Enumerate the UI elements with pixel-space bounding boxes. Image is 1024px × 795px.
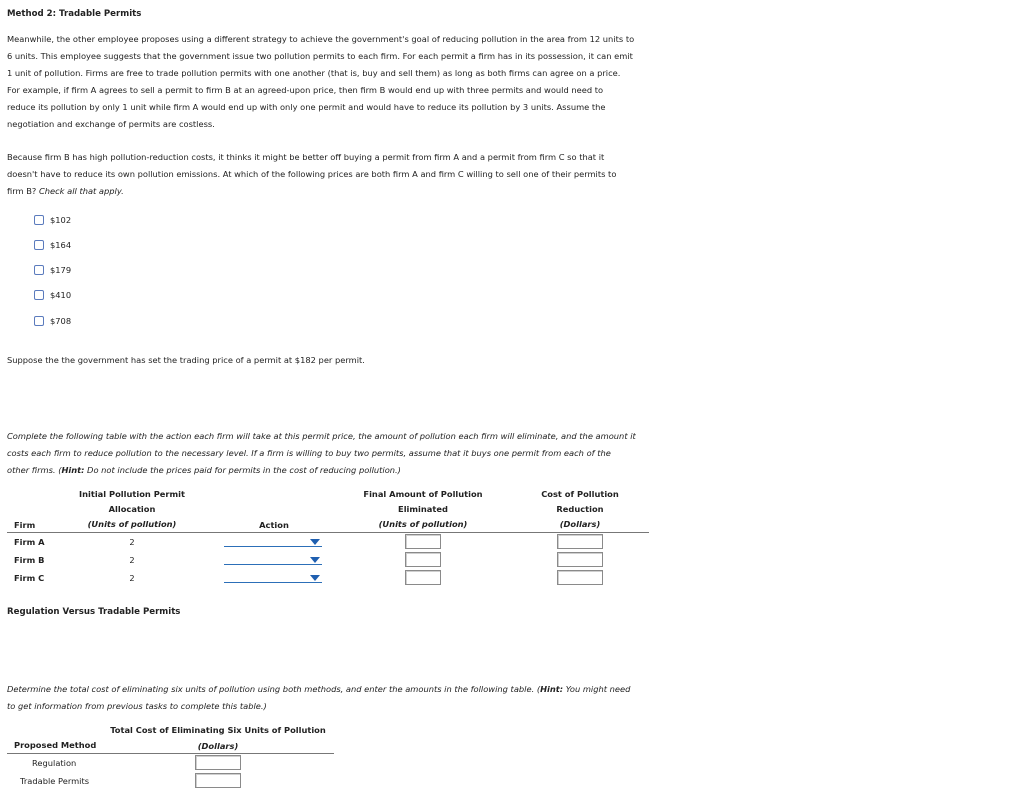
header-total-cost: [104, 723, 332, 753]
question-paragraph: [7, 149, 652, 200]
header-units: (Dollars): [559, 519, 601, 529]
action-dropdown-firm-a[interactable]: [224, 537, 322, 547]
header-text: Final Amount of Pollution: [363, 489, 483, 499]
total-cost-input-tradable-permits[interactable]: [195, 773, 241, 788]
cost-input-firm-a[interactable]: [557, 534, 603, 549]
chevron-down-icon: [310, 557, 320, 563]
trading-price-text: Suppose the the government has set the trading price of a permit at $182 per permit.: [7, 355, 365, 365]
intro-line: For example, if firm A agrees to sell a permit to firm B at an agreed-upon price, then firm B would end up with three permits and would need to: [7, 85, 604, 95]
hint-label: Hint:: [61, 465, 85, 475]
header-action: Action: [259, 520, 289, 530]
instruction-line: to get information from previous tasks to complete this table.): [7, 701, 267, 711]
action-dropdown-firm-b[interactable]: [224, 555, 322, 565]
instruction-line: Complete the following table with the action each firm will take at this permit price, the amount of pollution each firm will eliminate, and the amount it: [7, 431, 636, 441]
intro-paragraph: [7, 31, 652, 133]
header-text: Reduction: [556, 503, 604, 514]
pollution-eliminated-input-firm-a[interactable]: [405, 534, 441, 549]
hint-label: Hint:: [540, 684, 564, 694]
cost-input-firm-c[interactable]: [557, 570, 603, 585]
pollution-eliminated-input-firm-b[interactable]: [405, 552, 441, 567]
checkbox[interactable]: [34, 215, 44, 225]
header-text: Eliminated: [398, 503, 448, 514]
intro-line: Meanwhile, the other employee proposes using a different strategy to achieve the government's goal of reducing pollution in the area from 12 units to: [7, 34, 635, 44]
instruction-line: costs each firm to reduce pollution to the necessary level. If a firm is willing to buy two permits, assume that it buys one permit from each of the: [7, 448, 611, 458]
row-label-firm-c: Firm C: [14, 573, 45, 583]
option-label: $102: [50, 214, 72, 225]
row-label-tradable-permits: Tradable Permits: [20, 776, 90, 786]
option-label: $410: [50, 289, 72, 300]
table1-instructions: [7, 428, 652, 479]
question-line: [7, 183, 652, 200]
header-text: Initial Pollution Permit: [79, 489, 185, 499]
checkbox[interactable]: [34, 290, 44, 300]
row-label-regulation: Regulation: [32, 758, 77, 768]
checkbox[interactable]: [34, 265, 44, 275]
instruction-text: You might need: [563, 684, 631, 694]
header-text: Total Cost of Eliminating Six Units of Pollution: [110, 725, 326, 735]
option-label: $164: [50, 239, 72, 250]
option-row[interactable]: [34, 314, 71, 328]
header-proposed-method: Proposed Method: [14, 740, 97, 750]
header-units: (Units of pollution): [87, 519, 177, 529]
checkbox[interactable]: [34, 240, 44, 250]
allocation-value: 2: [129, 573, 135, 583]
action-dropdown-firm-c[interactable]: [224, 573, 322, 583]
header-firm: Firm: [14, 520, 36, 530]
chevron-down-icon: [310, 539, 320, 545]
intro-line: 6 units. This employee suggests that the government issue two pollution permits to each firm. For each permit a firm has in its possession, it can emit: [7, 51, 633, 61]
section-title-method2: Method 2: Tradable Permits: [7, 9, 142, 19]
table1-header-divider: [7, 532, 649, 533]
section2-instructions: [7, 681, 652, 715]
option-row[interactable]: [34, 263, 71, 277]
option-row[interactable]: [34, 238, 71, 252]
instruction-text: other firms. (: [7, 465, 62, 475]
option-row[interactable]: [34, 213, 71, 227]
header-text: Allocation: [108, 503, 156, 514]
question-instruction: Check all that apply.: [38, 186, 124, 196]
chevron-down-icon: [310, 575, 320, 581]
option-label: $708: [50, 315, 72, 326]
intro-line: negotiation and exchange of permits are costless.: [7, 119, 215, 129]
pollution-eliminated-input-firm-c[interactable]: [405, 570, 441, 585]
instruction-text: Do not include the prices paid for permits in the cost of reducing pollution.): [84, 465, 401, 475]
section-title-regulation-vs-permits: Regulation Versus Tradable Permits: [7, 607, 181, 617]
allocation-value: 2: [129, 537, 135, 547]
question-line: doesn't have to reduce its own pollution emissions. At which of the following prices are both firm A and firm C willing to sell one of their permits to: [7, 169, 617, 179]
instruction-line: [7, 462, 652, 479]
header-cost: [530, 487, 630, 532]
row-label-firm-a: Firm A: [14, 537, 45, 547]
option-label: $179: [50, 264, 72, 275]
total-cost-input-regulation[interactable]: [195, 755, 241, 770]
header-initial-allocation: [64, 487, 200, 532]
intro-line: 1 unit of pollution. Firms are free to trade pollution permits with one another (that is, buy and sell them) as long as both firms can agree on a price.: [7, 68, 621, 78]
cost-input-firm-b[interactable]: [557, 552, 603, 567]
option-row[interactable]: [34, 288, 71, 302]
instruction-line: [7, 681, 652, 698]
instruction-text: Determine the total cost of eliminating six units of pollution using both methods, and enter the amounts in the following table. (: [7, 684, 541, 694]
question-line: Because firm B has high pollution-reduction costs, it thinks it might be better off buying a permit from firm A and a permit from firm C so that it: [7, 152, 605, 162]
header-final-eliminated: [356, 487, 490, 532]
question-last: firm B?: [7, 186, 37, 196]
header-units: (Dollars): [197, 740, 239, 751]
checkbox[interactable]: [34, 316, 44, 326]
table2-header-divider: [7, 753, 334, 754]
row-label-firm-b: Firm B: [14, 555, 45, 565]
allocation-value: 2: [129, 555, 135, 565]
header-text: Cost of Pollution: [541, 489, 619, 499]
header-units: (Units of pollution): [378, 519, 468, 529]
intro-line: reduce its pollution by only 1 unit while firm A would end up with only one permit and would have to reduce its pollution by 3 units. Assume the: [7, 102, 606, 112]
